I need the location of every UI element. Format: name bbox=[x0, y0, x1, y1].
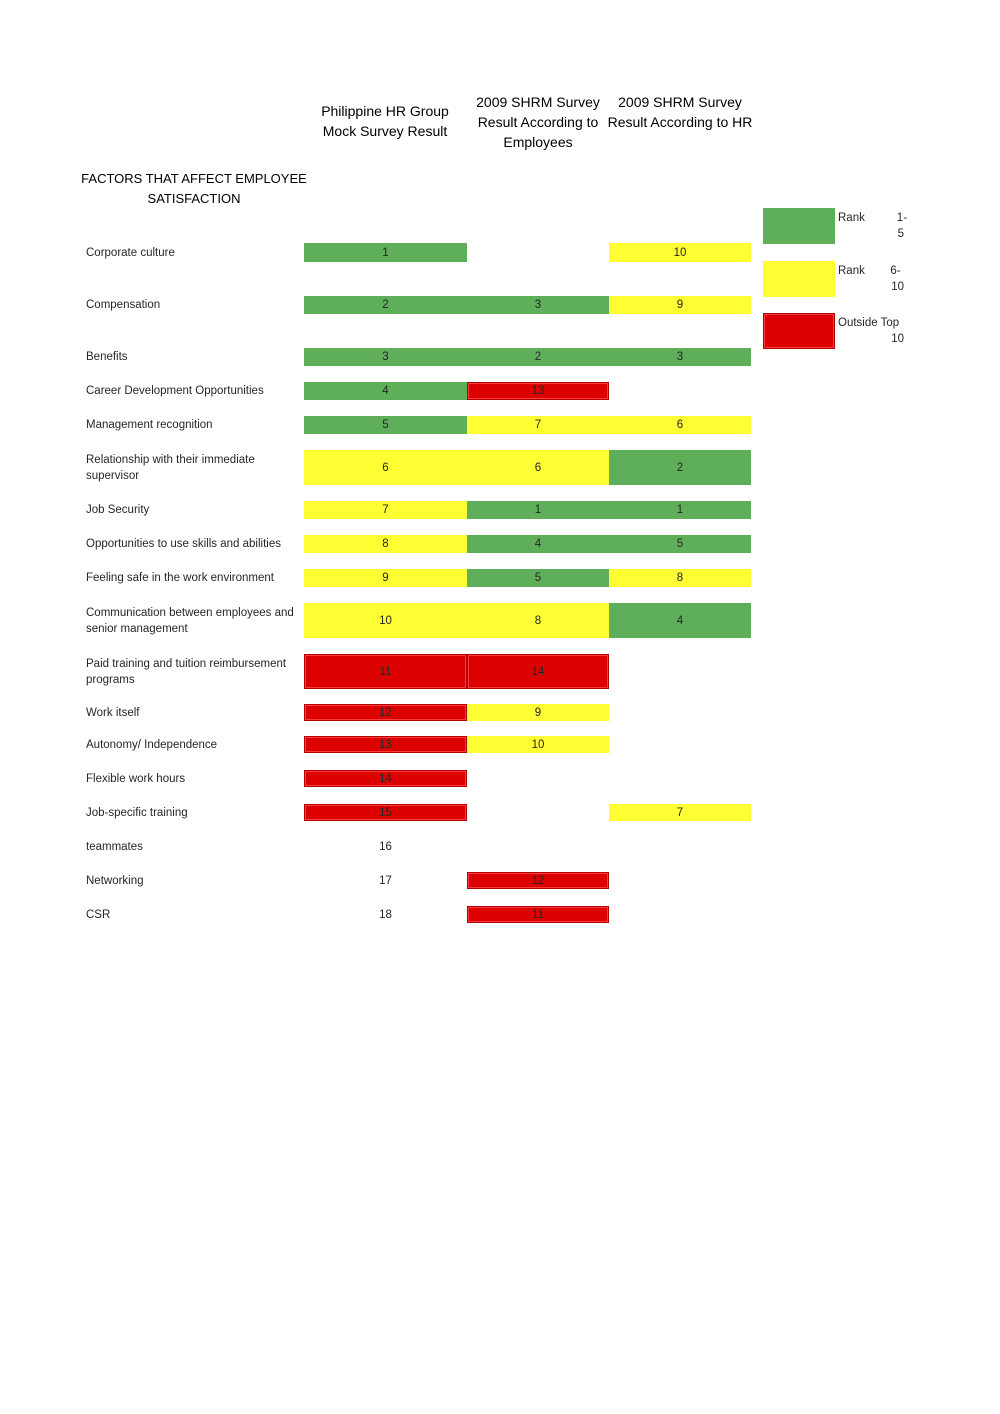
table-row bbox=[0, 243, 1000, 262]
rank-cell-col2 bbox=[467, 838, 609, 855]
column-header-shrm-employees: 2009 SHRM Survey Result According to Employees bbox=[476, 94, 600, 150]
rank-cell-col1: 16 bbox=[379, 840, 392, 853]
factor-label: Relationship with their immediate supervisor bbox=[86, 453, 255, 482]
rank-cell-col3: 7 bbox=[609, 804, 751, 821]
section-title: FACTORS THAT AFFECT EMPLOYEE SATISFACTION bbox=[81, 171, 307, 206]
rank-cell-col2: 4 bbox=[467, 535, 609, 553]
legend-label-red bbox=[838, 315, 904, 347]
rank-cell-col1: 12 bbox=[304, 704, 467, 721]
rank-cell-col1: 10 bbox=[304, 603, 467, 638]
rank-cell-col3: 2 bbox=[609, 450, 751, 485]
table-row bbox=[0, 569, 1000, 587]
legend-label-yellow bbox=[838, 263, 904, 295]
table-row bbox=[0, 872, 1000, 889]
rank-cell-col1: 5 bbox=[304, 416, 467, 434]
legend-label-line1: Outside Top bbox=[838, 317, 900, 329]
rank-cell-col2: 8 bbox=[467, 603, 609, 638]
rank-cell-col2: 11 bbox=[467, 906, 609, 923]
factor-label: Opportunities to use skills and abilities bbox=[86, 538, 281, 550]
factor-label: Communication between employees and senior management bbox=[86, 606, 294, 635]
factor-label: Job-specific training bbox=[86, 806, 188, 819]
legend-swatch-green bbox=[763, 208, 835, 244]
rank-cell-col3: 6 bbox=[609, 416, 751, 434]
rank-cell-col3 bbox=[609, 704, 751, 721]
table-row bbox=[0, 804, 1000, 821]
rank-cell-col1: 6 bbox=[304, 450, 467, 485]
rank-cell-col2: 13 bbox=[467, 382, 609, 400]
rank-cell-col1: 8 bbox=[304, 535, 467, 553]
rank-cell-col1: 13 bbox=[304, 736, 467, 753]
legend-label-green bbox=[838, 210, 908, 242]
rank-cell-col3: 4 bbox=[609, 603, 751, 638]
factor-label: CSR bbox=[86, 908, 111, 921]
rank-cell-col2: 14 bbox=[467, 654, 609, 689]
rank-cell-col3 bbox=[609, 382, 751, 400]
rank-cell-col1: 15 bbox=[304, 804, 467, 821]
legend-label-line2: 10 bbox=[891, 281, 904, 293]
table-row bbox=[0, 838, 1000, 855]
column-header-mock-survey: Philippine HR Group Mock Survey Result bbox=[321, 103, 449, 139]
rank-cell-col2: 5 bbox=[467, 569, 609, 587]
factor-label: Networking bbox=[86, 874, 144, 887]
rank-cell-col1: 17 bbox=[379, 874, 392, 887]
table-row bbox=[0, 501, 1000, 519]
table-row bbox=[0, 450, 1000, 485]
rank-cell-col3 bbox=[609, 736, 751, 753]
rank-cell-col2 bbox=[467, 804, 609, 821]
rank-cell-col2: 1 bbox=[467, 501, 609, 519]
factor-label: Job Security bbox=[86, 504, 150, 516]
factor-label: Corporate culture bbox=[86, 246, 175, 259]
rank-cell-col1: 7 bbox=[304, 501, 467, 519]
rank-cell-col2: 6 bbox=[467, 450, 609, 485]
table-row bbox=[0, 603, 1000, 638]
rank-cell-col2: 10 bbox=[467, 736, 609, 753]
rank-cell-col2 bbox=[467, 243, 609, 262]
rank-cell-col3: 3 bbox=[609, 348, 751, 366]
legend-swatch-yellow bbox=[763, 261, 835, 297]
factor-label: Career Development Opportunities bbox=[86, 385, 264, 397]
factor-label: Management recognition bbox=[86, 419, 213, 431]
rank-cell-col3 bbox=[609, 654, 751, 689]
rank-cell-col2: 3 bbox=[467, 296, 609, 314]
rank-cell-col3: 9 bbox=[609, 296, 751, 314]
factor-label: Feeling safe in the work environment bbox=[86, 572, 274, 584]
rank-cell-col3 bbox=[609, 872, 751, 889]
rank-cell-col1: 3 bbox=[304, 348, 467, 366]
legend-swatch-red bbox=[763, 313, 835, 349]
rank-cell-col3: 5 bbox=[609, 535, 751, 553]
rank-cell-col3: 1 bbox=[609, 501, 751, 519]
rank-cell-col3 bbox=[609, 770, 751, 787]
rank-cell-col1: 9 bbox=[304, 569, 467, 587]
table-row bbox=[0, 770, 1000, 787]
rank-cell-col2: 9 bbox=[467, 704, 609, 721]
rank-cell-col2 bbox=[467, 770, 609, 787]
rank-cell-col2: 7 bbox=[467, 416, 609, 434]
rank-cell-col3 bbox=[609, 906, 751, 923]
rank-cell-col1: 14 bbox=[304, 770, 467, 787]
rank-cell-col3: 10 bbox=[609, 243, 751, 262]
table-row bbox=[0, 654, 1000, 689]
factor-label: teammates bbox=[86, 840, 143, 853]
table-row bbox=[0, 906, 1000, 923]
table-row bbox=[0, 416, 1000, 434]
table-row bbox=[0, 382, 1000, 400]
rank-cell-col1: 18 bbox=[379, 908, 392, 921]
factor-label: Autonomy/ Independence bbox=[86, 738, 218, 751]
column-header-shrm-hr: 2009 SHRM Survey Result According to HR bbox=[607, 94, 753, 130]
rank-cell-col1: 1 bbox=[304, 243, 467, 262]
table-row bbox=[0, 296, 1000, 314]
rank-cell-col3 bbox=[609, 838, 751, 855]
factor-label: Flexible work hours bbox=[86, 772, 186, 785]
rank-cell-col2: 2 bbox=[467, 348, 609, 366]
table-row bbox=[0, 348, 1000, 366]
legend-label-line2: 5 bbox=[897, 228, 904, 240]
rank-cell-col2: 12 bbox=[467, 872, 609, 889]
factor-label: Benefits bbox=[86, 351, 128, 363]
rank-cell-col1: 11 bbox=[304, 654, 467, 689]
legend-label-line1: Rank 6- bbox=[838, 265, 901, 277]
table-row bbox=[0, 535, 1000, 553]
rank-cell-col1: 4 bbox=[304, 382, 467, 400]
factor-label: Compensation bbox=[86, 299, 161, 311]
table-row bbox=[0, 704, 1000, 721]
factor-label: Paid training and tuition reimbursement programs bbox=[86, 657, 287, 686]
table-row bbox=[0, 736, 1000, 753]
legend-label-line2: 10 bbox=[891, 333, 904, 345]
factor-label: Work itself bbox=[86, 706, 140, 719]
legend-label-line1: Rank 1- bbox=[838, 212, 908, 224]
rank-cell-col3: 8 bbox=[609, 569, 751, 587]
rank-cell-col1: 2 bbox=[304, 296, 467, 314]
